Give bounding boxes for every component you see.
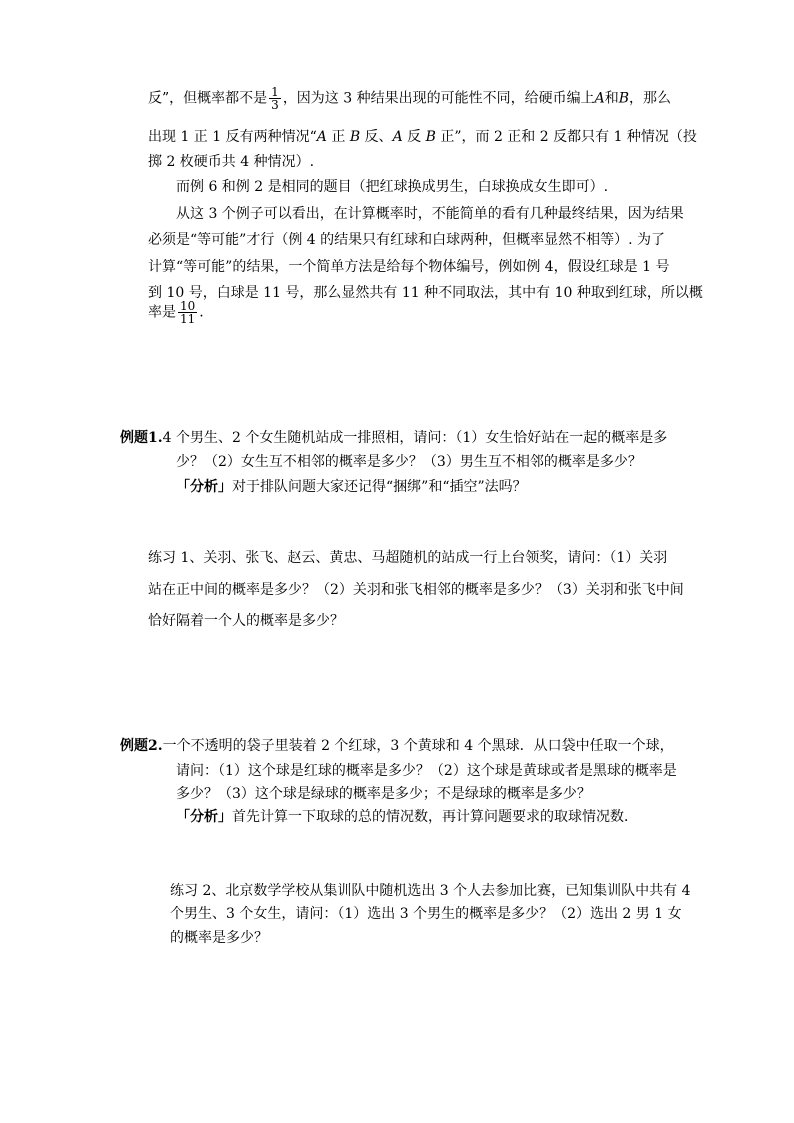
- passage-line-5: 从这 3 个例子可以看出，在计算概率时，不能简单的看有几种最终结果，因为结果: [176, 206, 684, 222]
- passage-line-6: 必须是“等可能”才行（例 4 的结果只有红球和白球两种，但概率显然不相等）. 为了: [148, 232, 666, 248]
- variable-a: A: [594, 90, 605, 107]
- fraction-denominator: 11: [180, 312, 196, 326]
- example-label: 例题1.: [120, 430, 163, 446]
- analysis-text: 首先计算一下取球的总的情况数，再计算问题要求的取球情况数．: [232, 809, 638, 825]
- example-text: 4 个男生、2 个女生随机站成一排照相，请问：（1）女生恰好站在一起的概率是多: [162, 430, 668, 446]
- analysis-tag: 「分析」: [176, 809, 232, 825]
- example-label: 例题2.: [120, 738, 163, 754]
- practice2-line-1: 练习 2、北京数学学校从集训队中随机选出 3 个人去参加比赛，已知集训队中共有 4: [170, 883, 691, 899]
- practice1-line-2: 站在正中间的概率是多少？（2）关羽和张飞相邻的概率是多少？（3）关羽和张飞中间: [148, 582, 684, 598]
- passage-line-1: [148, 86, 671, 111]
- fraction-numerator: 10: [180, 299, 196, 313]
- passage-text: 反”，但概率都不是: [148, 90, 268, 107]
- variable-a: A: [316, 129, 327, 145]
- example1-line-1: [120, 429, 667, 447]
- example1-line-2: 少？（2）女生互不相邻的概率是多少？（3）男生互不相邻的概率是多少？: [176, 454, 642, 470]
- passage-line-4: 而例 6 和例 2 是相同的题目（把红球换成男生，白球换成女生即可）.: [176, 179, 609, 195]
- practice1-line-3: 恰好隔着一个人的概率是多少？: [148, 613, 344, 629]
- analysis-text: 对于排队问题大家还记得“捆绑”和“插空”法吗？: [232, 479, 527, 495]
- analysis-tag: 「分析」: [176, 479, 232, 495]
- passage-text: 正”，而 2 正和 2 反都只有 1 种情况（投: [435, 129, 697, 145]
- passage-text: .: [199, 304, 204, 321]
- passage-text: 反、: [360, 129, 393, 145]
- variable-b: B: [618, 90, 630, 107]
- variable-b: B: [349, 129, 361, 145]
- variable-b: B: [425, 129, 436, 145]
- fraction-ten-elevenths: [178, 300, 197, 325]
- passage-text: ，那么: [629, 90, 672, 107]
- practice1-line-1: 练习 1、关羽、张飞、赵云、黄忠、马超随机的站成一行上台领奖，请问：（1）关羽: [148, 550, 668, 566]
- passage-line-8: 到 10 号，白球是 11 号，那么显然共有 11 种不同取法，其中有 10 种取到红球，所以概: [148, 285, 703, 301]
- passage-line-2: [148, 128, 697, 146]
- variable-a: A: [392, 129, 403, 145]
- passage-line-3: 掷 2 枚硬币共 4 种情况）.: [148, 154, 315, 170]
- passage-text: 和: [604, 90, 619, 107]
- fraction-one-third: [269, 86, 281, 111]
- example2-line-3: 多少？（3）这个球是绿球的概率是多少；不是绿球的概率是多少？: [176, 786, 591, 802]
- passage-text: 反: [402, 129, 426, 145]
- example-text: 一个不透明的袋子里装着 2 个红球，3 个黄球和 4 个黑球．从口袋中任取一个球，: [162, 738, 674, 754]
- passage-text: 率是: [148, 304, 176, 321]
- passage-text: 出现 1 正 1 反有两种情况“: [148, 129, 317, 145]
- passage-text: 正: [326, 129, 350, 145]
- passage-line-7: 计算“等可能”的结果，一个简单方法是给每个物体编号，例如例 4，假设红球是 1 号: [148, 259, 670, 275]
- fraction-numerator: 1: [271, 85, 279, 99]
- example2-analysis: [176, 808, 638, 826]
- practice2-line-2: 个男生、3 个女生，请问：（1）选出 3 个男生的概率是多少？（2）选出 2 男 1 女: [170, 906, 682, 922]
- example2-line-2: 请问：（1）这个球是红球的概率是多少？（2）这个球是黄球或者是黑球的概率是: [176, 763, 677, 779]
- passage-text: ，因为这 3 种结果出现的可能性不同，给硬币编上: [282, 90, 595, 107]
- example2-line-1: [120, 737, 674, 755]
- passage-line-9: [148, 300, 204, 325]
- example1-analysis: [176, 478, 527, 496]
- practice2-line-3: 的概率是多少？: [170, 930, 268, 946]
- fraction-denominator: 3: [271, 98, 279, 112]
